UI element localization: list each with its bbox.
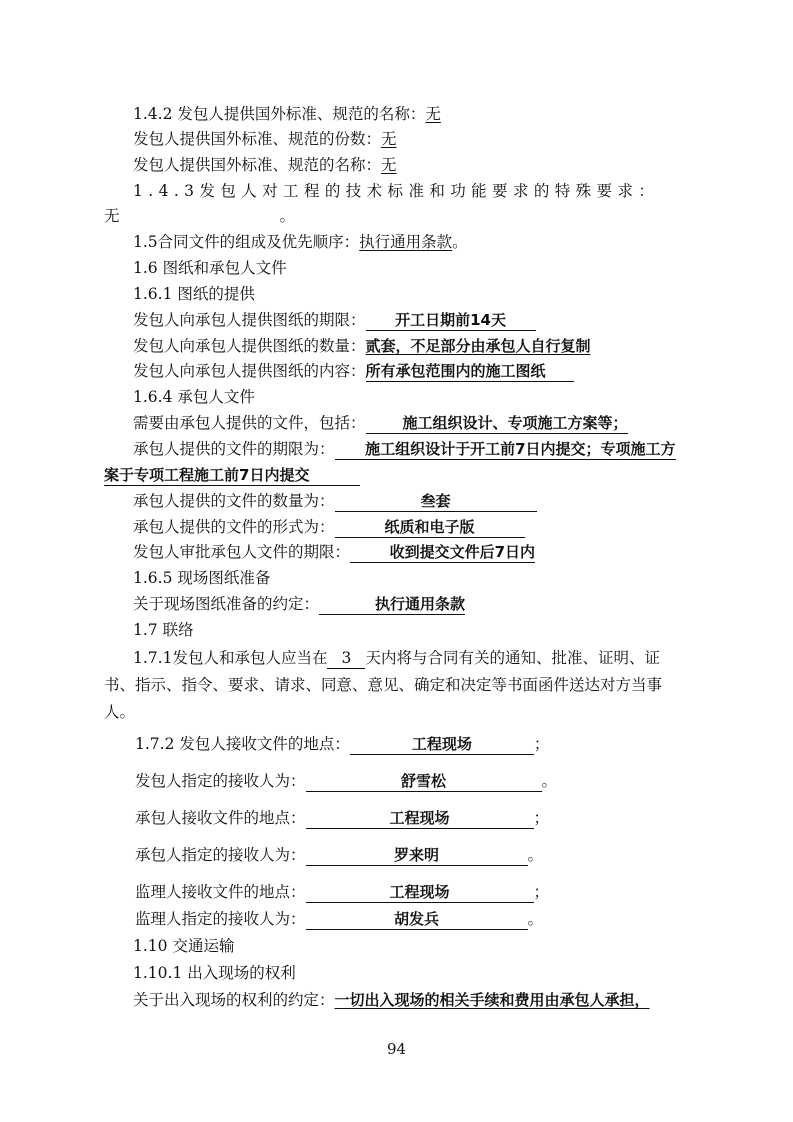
clause-label: 监理人接收文件的地点：: [135, 883, 306, 901]
clause-end: 。: [527, 846, 544, 864]
clause-end: 。: [527, 910, 544, 928]
clause-value: 无: [425, 105, 441, 123]
clause-label: 发包人向承包人提供图纸的内容：: [133, 362, 366, 380]
drawing-content: [133, 361, 574, 382]
clause-value: 无: [104, 207, 120, 225]
clause-value: 开工日期前14天: [366, 310, 536, 331]
contractor-doc-form: [133, 517, 525, 538]
clause-value: 案于专项工程施工前7日内提交: [104, 465, 360, 486]
clause-value: 无: [381, 130, 397, 148]
clause-label: 承包人指定的接收人为：: [135, 846, 306, 864]
clause-label: 1.5合同文件的组成及优先顺序：: [133, 233, 360, 251]
clause-value: 执行通用条款: [359, 233, 453, 251]
clause-text: 1.6.5 现场图纸准备: [133, 569, 271, 587]
clause-end: 。: [279, 207, 296, 225]
clause-label: 承包人提供的文件的数量为：: [133, 492, 335, 510]
clause-1-4-2: [133, 104, 441, 124]
clause-value: 舒雪松: [306, 771, 542, 792]
clause-1-6-1-heading: [133, 284, 255, 304]
clause-label: 监理人指定的接收人为：: [135, 910, 306, 928]
clause-value: 所有承包范围内的施工图纸: [366, 361, 574, 382]
clause-end: 。: [452, 233, 468, 251]
clause-label: 1.4.2 发包人提供国外标准、规范的名称：: [133, 105, 426, 123]
clause-text: 1.7 联络: [133, 621, 194, 639]
contractor-doc-deadline: [133, 439, 676, 460]
foreign-standards-copies: [133, 129, 397, 149]
clause-value: 胡发兵: [306, 909, 528, 930]
drawing-deadline: [133, 310, 536, 331]
clause-label: 1.7.2 发包人接收文件的地点：: [135, 735, 350, 753]
clause-value: 3: [327, 648, 365, 669]
employer-recipient: [135, 771, 557, 792]
clause-label: 发包人向承包人提供图纸的数量：: [133, 337, 366, 355]
clause-label: 关于现场图纸准备的约定：: [133, 595, 320, 613]
clause-1-6-4-heading: [133, 387, 255, 407]
clause-value: 罗来明: [306, 845, 528, 866]
clause-text: 1.6.4 承包人文件: [133, 388, 255, 406]
clause-end: ；: [533, 883, 550, 901]
clause-1-10-1-heading: [133, 963, 296, 983]
clause-1-10-heading: [133, 936, 234, 956]
clause-end: ；: [533, 735, 550, 753]
clause-text: 人。: [104, 703, 136, 721]
clause-value: 纸质和电子版: [335, 517, 525, 538]
clause-1-7-1-cont: [104, 675, 662, 695]
clause-label: 发包人提供国外标准、规范的份数：: [133, 130, 382, 148]
clause-label: 发包人指定的接收人为：: [135, 772, 306, 790]
site-drawing-agreement: [133, 594, 465, 615]
clause-text: 1.7.1发包人和承包人应当在: [133, 649, 328, 667]
clause-end: ；: [533, 809, 550, 827]
contractor-receipt-location: [135, 808, 549, 829]
clause-text: 1.6 图纸和承包人文件: [133, 259, 287, 277]
clause-label: 需要由承包人提供的文件，包括：: [133, 414, 366, 432]
supervisor-recipient: [135, 909, 543, 930]
clause-text: 书、指示、指令、要求、请求、同意、意见、确定和决定等书面函件送达对方当事: [104, 676, 663, 694]
employer-approval-deadline: [133, 542, 535, 563]
clause-value: 贰套，不足部分由承包人自行复制: [365, 337, 591, 355]
foreign-standards-names: [133, 155, 397, 175]
clause-1-7-heading: [133, 620, 194, 640]
clause-1-7-1: [133, 648, 660, 669]
clause-value: 施工组织设计、专项施工方案等；: [366, 413, 628, 434]
clause-text: 1.10 交通运输: [133, 937, 235, 955]
employer-receipt-location: [135, 734, 549, 755]
clause-1-4-3: [133, 181, 659, 201]
supervisor-receipt-location: [135, 882, 549, 903]
clause-value: 一切出入现场的相关手续和费用由承包人承担，: [334, 991, 650, 1009]
contractor-recipient: [135, 845, 543, 866]
site-access-agreement: [133, 990, 650, 1010]
page-number: 94: [386, 1040, 407, 1058]
clause-label: 关于出入现场的权利的约定：: [133, 991, 335, 1009]
clause-1-7-1-end: [104, 702, 135, 722]
clause-value: 工程现场: [306, 808, 534, 829]
clause-value: 收到提交文件后7日内: [350, 542, 535, 563]
clause-value: 叁套: [335, 491, 537, 512]
clause-value: 工程现场: [350, 734, 534, 755]
clause-text: 天内将与合同有关的通知、批准、证明、证: [365, 649, 660, 667]
clause-1-6-5-heading: [133, 568, 270, 588]
clause-1-4-3-value: [104, 206, 295, 226]
clause-value: 工程现场: [306, 882, 534, 903]
contractor-doc-quantity: [133, 491, 537, 512]
clause-end: 。: [541, 772, 558, 790]
clause-label: 发包人审批承包人文件的期限：: [133, 543, 351, 561]
clause-text: 1.10.1 出入现场的权利: [133, 964, 296, 982]
clause-label: 发包人提供国外标准、规范的名称：: [133, 156, 382, 174]
clause-label: 承包人接收文件的地点：: [135, 809, 306, 827]
clause-label: 承包人提供的文件的形式为：: [133, 518, 335, 536]
clause-text: 1.6.1 图纸的提供: [133, 285, 255, 303]
clause-label: 发包人向承包人提供图纸的期限：: [133, 311, 366, 329]
clause-1-6-heading: [133, 258, 287, 278]
clause-text: 1.4.3发包人对工程的技术标准和功能要求的特殊要求：: [133, 182, 660, 200]
clause-value: 执行通用条款: [319, 594, 465, 615]
drawing-quantity: [133, 336, 591, 356]
clause-1-5: [133, 232, 468, 252]
clause-value: 施工组织设计于开工前7日内提交；专项施工方: [335, 439, 676, 460]
contractor-doc-deadline-cont: [104, 465, 360, 486]
clause-value: 无: [381, 156, 397, 174]
clause-label: 承包人提供的文件的期限为：: [133, 440, 335, 458]
contractor-documents: [133, 413, 628, 434]
